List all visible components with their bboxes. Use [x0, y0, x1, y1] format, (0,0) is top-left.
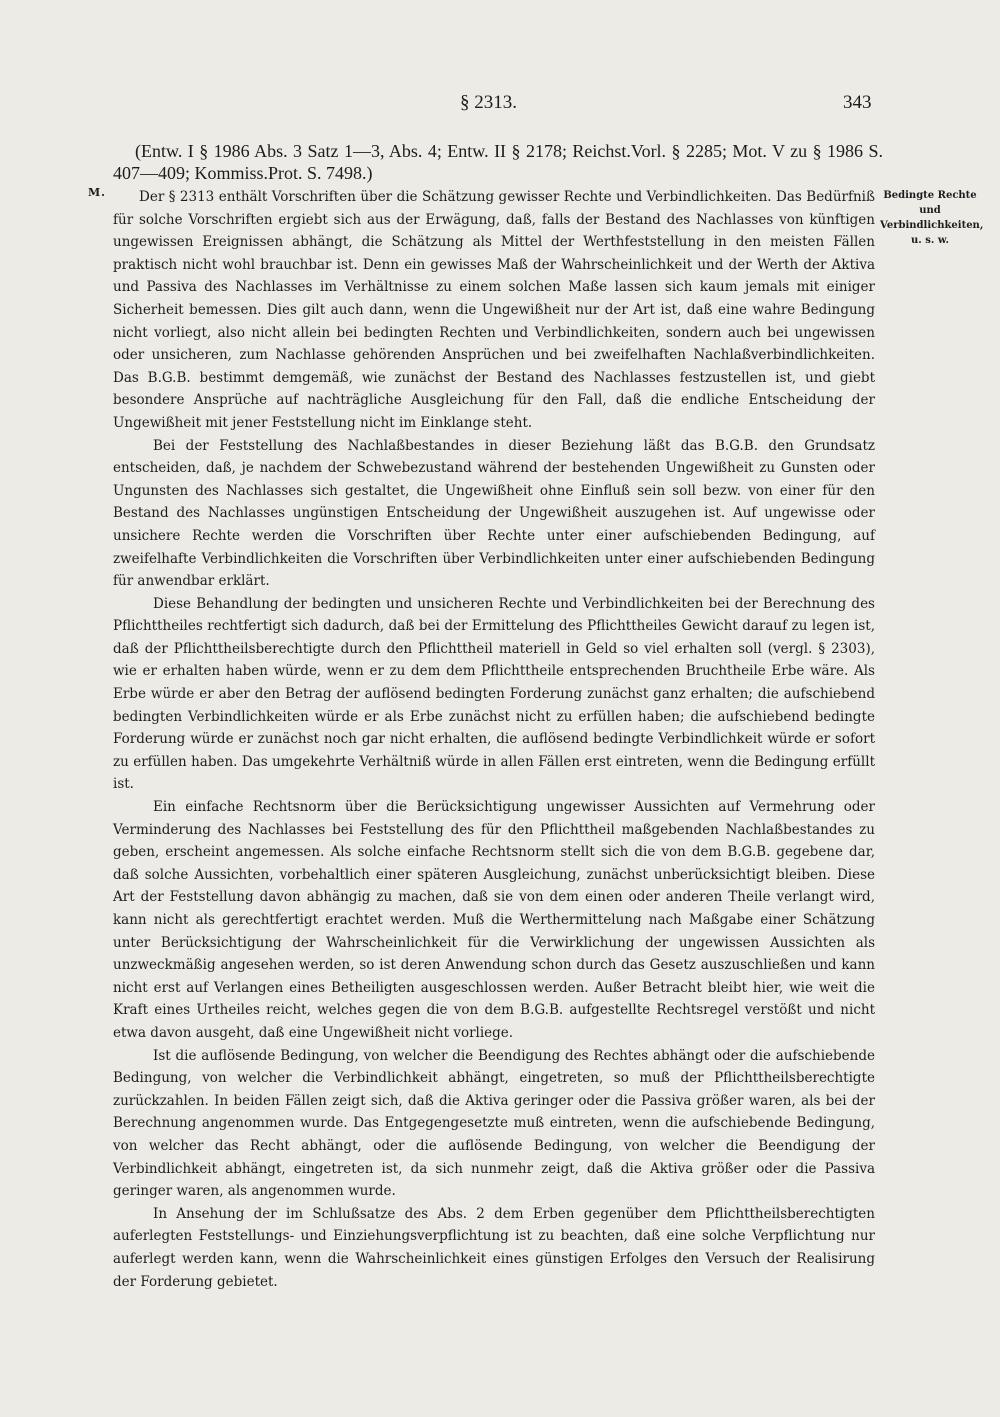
- page-header: [0, 92, 1000, 122]
- paragraph: Ist die auflösende Bedingung, von welcher die Beendigung des Rechtes abhängt oder die aufschiebende Bedingung, von welcher die Verbindlichkeit abhängt, eingetreten, so muß der Pflichttheilsberechtigte zurückzahlen. In beiden Fällen zeigt sich, daß die Aktiva geringer oder die Passiva größer waren, als bei der Berechnung angenommen wurde. Das Entgegengesetzte muß eintreten, wenn die aufschiebende Bedingung, von welcher das Recht abhängt, oder die auflösende Bedingung, von welcher die Beendigung der Verbindlichkeit abhängt, eingetreten ist, da sich nunmehr zeigt, daß die Aktiva größer oder die Passiva geringer waren, als angenommen wurde.: [113, 1047, 875, 1200]
- margin-note: Bedingte Rechte und Verbindlichkeiten, u. s. w.: [880, 190, 984, 246]
- source-marker: M.: [88, 186, 107, 199]
- paragraph: Diese Behandlung der bedingten und unsicheren Rechte und Verbindlichkeiten bei der Berechnung des Pflichttheiles rechtfertigt sich dadurch, daß bei der Ermittelung des Pflichttheiles Gewicht darauf zu legen ist, daß der Pflichttheilsberechtigte durch den Pflichttheil materiell in Geld so viel erhalten soll (vergl. § 2303), wie er erhalten haben würde, wenn er zu dem dem Pflichttheile entsprechenden Bruchtheile Erbe wäre. Als Erbe würde er aber den Betrag der auflösend bedingten Forderung zunächst ganz erhalten; die aufschiebend bedingten Verbindlichkeiten würde er als Erbe zunächst nicht zu erfüllen haben; die aufschiebend bedingte Forderung würde er zunächst noch gar nicht erhalten, die auflösend bedingte Verbindlichkeit würde er sofort zu erfüllen haben. Das umgekehrte Verhältniß würde in allen Fällen erst eintreten, wenn die Bedingung erfüllt ist.: [113, 595, 875, 793]
- body-text: [113, 186, 875, 1293]
- section-number: § 2313.: [460, 92, 517, 113]
- page-number: 343: [843, 92, 872, 113]
- paragraph: Ein einfache Rechtsnorm über die Berücksichtigung ungewisser Aussichten auf Vermehrung oder Verminderung des Nachlasses bei Feststellung des für den Pflichttheil maßgebenden Nachlaßbestandes zu geben, erscheint angemessen. Als solche einfache Rechtsnorm stellt sich die von dem B.G.B. gegebene dar, daß solche Aussichten, vorbehaltlich einer späteren Ausgleichung, zunächst unberücksichtigt bleiben. Diese Art der Feststellung davon abhängig zu machen, daß sie von dem einen oder anderen Theile verlangt wird, kann nicht als gerechtfertigt erachtet werden. Muß die Werthermittelung nach Maßgabe einer Schätzung unter Berücksichtigung der Wahrscheinlichkeit für die Verwirklichung der ungewissen Aussichten als unzweckmäßig angesehen werden, so ist deren Anwendung schon durch das Gesetz auszuschließen und kann nicht erst auf Verlangen eines Betheiligten ausgeschlossen werden. Außer Betracht bleibt hier, wie weit die Kraft eines Urtheiles reicht, welches gegen die von dem B.G.B. aufgestellte Rechtsregel verstößt und nicht etwa davon ausgeht, daß eine Ungewißheit nicht vorliege.: [113, 799, 875, 1041]
- paragraph: Bei der Feststellung des Nachlaßbestandes in dieser Beziehung läßt das B.G.B. den Grundsatz entscheiden, daß, je nachdem der Schwebezustand während der bestehenden Ungewißheit zu Gunsten oder Ungunsten des Nachlasses sich gestaltet, die Ungewißheit ohne Einfluß sein soll bezw. von einer für den Bestand des Nachlasses ungünstigen Entscheidung der Ungewißheit auszugehen ist. Auf ungewisse oder unsichere Rechte werden die Vorschriften über Rechte unter einer aufschiebenden Bedingung, auf zweifelhafte Verbindlichkeiten die Vorschriften über Verbindlichkeiten unter einer aufschiebenden Bedingung für anwendbar erklärt.: [113, 437, 875, 590]
- paragraph: In Ansehung der im Schlußsatze des Abs. 2 dem Erben gegenüber dem Pflichttheilsberechtigten auferlegten Feststellungs- und Einziehungsverpflichtung ist zu beachten, daß eine solche Verpflichtung nur auferlegt werden kann, wenn die Wahrscheinlichkeit eines günstigen Erfolges den Versuch der Realisirung der Forderung gebietet.: [113, 1205, 875, 1290]
- references: (Entw. I § 1986 Abs. 3 Satz 1—3, Abs. 4; Entw. II § 2178; Reichst.Vorl. § 2285; Mot. V zu § 1986 S. 407—409; Kommiss.Prot. S. 7498.): [113, 141, 883, 183]
- paragraph: Der § 2313 enthält Vorschriften über die Schätzung gewisser Rechte und Verbindlichkeiten. Das Bedürfniß für solche Vorschriften ergiebt sich aus der Erwägung, daß, falls der Bestand des Nachlasses von künftigen ungewissen Ereignissen abhängt, die Schätzung als Mittel der Werthfeststellung in den meisten Fällen praktisch nicht wohl brauchbar ist. Denn ein gewisses Maß der Wahrscheinlichkeit und der Werth der Aktiva und Passiva des Nachlasses im Verhältnisse zu einem solchen Maße lassen sich kaum jemals mit einiger Sicherheit bemessen. Dies gilt auch dann, wenn die Ungewißheit nur der Art ist, daß eine wahre Bedingung nicht vorliegt, also nicht allein bei bedingten Rechten und Verbindlichkeiten, sondern auch bei ungewissen oder unsicheren, zum Nachlasse gehörenden Ansprüchen und bei zweifelhaften Nachlaßverbindlichkeiten. Das B.G.B. bestimmt demgemäß, wie zunächst der Bestand des Nachlasses festzustellen ist, und giebt besondere Ansprüche auf nachträgliche Ausgleichung für den Fall, daß die endliche Entscheidung der Ungewißheit mit jener Feststellung nicht im Einklange steht.: [113, 189, 875, 431]
